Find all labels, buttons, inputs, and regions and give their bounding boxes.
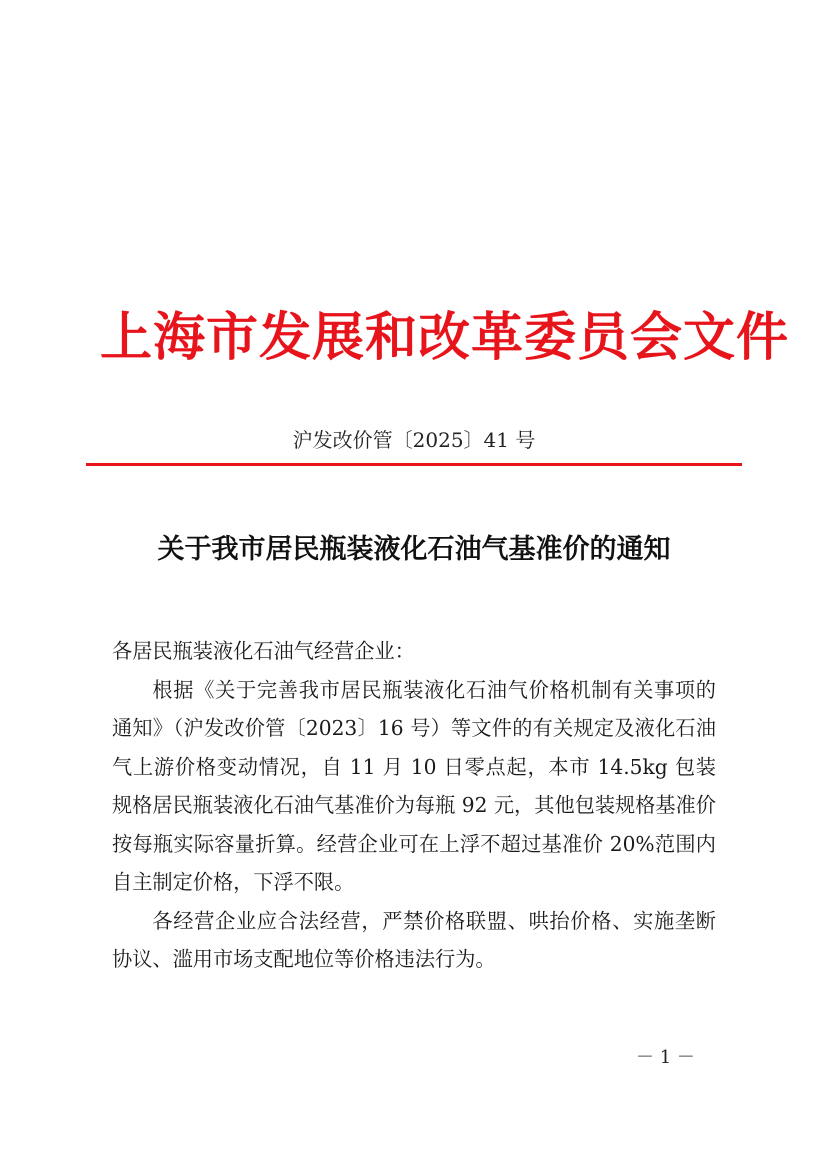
notice-body [112,632,716,979]
body-paragraph: 各经营企业应合法经营，严禁价格联盟、哄抬价格、实施垄断协议、滥用市场支配地位等价格违法行为。 [112,908,716,971]
salutation: 各居民瓶装液化石油气经营企业： [112,639,415,663]
page-number: － 1 － [636,1047,695,1068]
issuer-header: 上海市发展和改革委员会文件 [100,307,790,368]
notice-title: 关于我市居民瓶装液化石油气基准价的通知 [157,534,671,565]
document-number: 沪发改价管〔2025〕41 号 [292,428,536,452]
body-paragraph: 根据《关于完善我市居民瓶装液化石油气价格机制有关事项的通知》（沪发改价管〔2023〕16 号）等文件的有关规定及液化石油气上游价格变动情况，自 11 月 10 日零点起，本市 14.5kg 包装规格居民瓶装液化石油气基准价为每瓶 92 元，其他包装规格基准价按每瓶实际容量折算。经营企业可在上浮不超过基准价 20%范围内自主制定价格，下浮不限。 [112,677,716,894]
header-divider [86,463,742,466]
